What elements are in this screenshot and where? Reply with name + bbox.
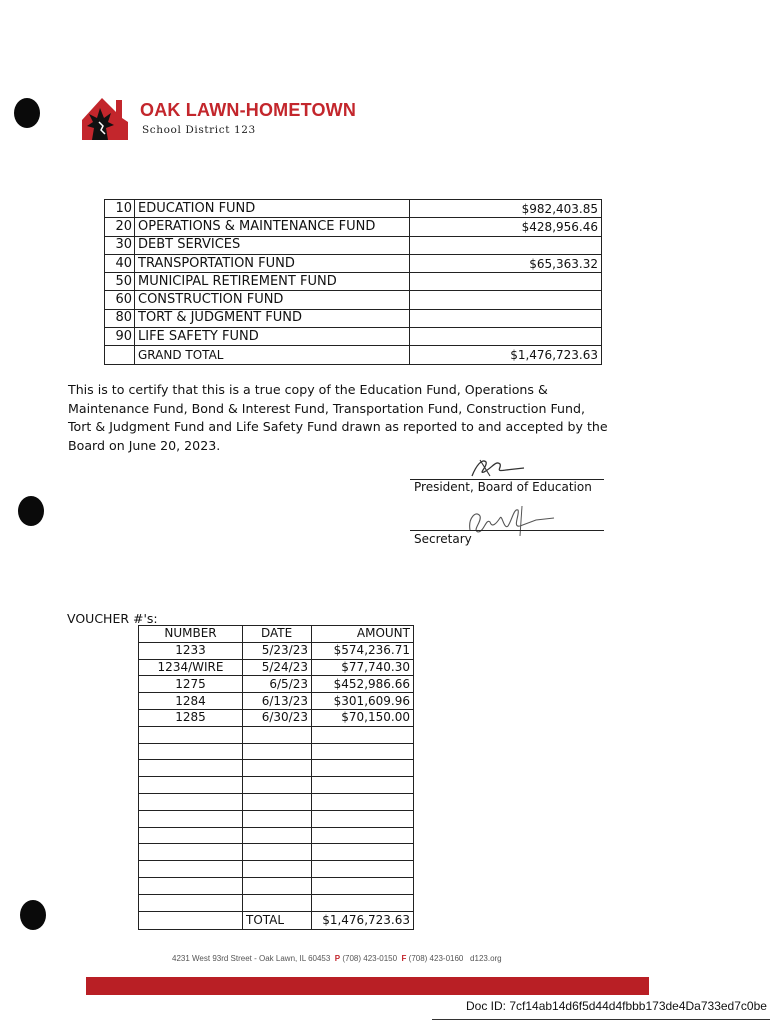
fund-row [105,254,602,272]
voucher-number: 1233 [139,642,243,659]
voucher-blank-row [139,894,414,911]
blank-cell [243,810,312,827]
fund-total-row [105,346,602,364]
blank-cell [139,844,243,861]
district-logo-icon [80,96,130,142]
voucher-date-header: DATE [243,626,312,643]
blank-cell [312,743,414,760]
fund-name: EDUCATION FUND [135,200,410,218]
voucher-row [139,676,414,693]
blank-cell [243,726,312,743]
blank-cell [312,810,414,827]
certification-text: This is to certify that this is a true copy of the Education Fund, Operations & Maintenance Fund, Bond & Interest Fund, Transportation Fund, Construction Fund, Tort & Judgment Fund and Life Safety Fund drawn as reported to and accepted by the Board on June 20, 2023. [68,382,608,453]
blank-cell [243,844,312,861]
blank-cell [243,793,312,810]
blank-cell [139,861,243,878]
fund-row [105,218,602,236]
fund-name: MUNICIPAL RETIREMENT FUND [135,273,410,291]
fund-code: 50 [105,273,135,291]
fund-code: 10 [105,200,135,218]
voucher-blank-row [139,760,414,777]
blank-cell [312,861,414,878]
voucher-total-row [139,911,414,929]
fund-table [104,199,602,365]
blank-cell [139,793,243,810]
voucher-blank-row [139,877,414,894]
voucher-blank-row [139,810,414,827]
voucher-blank-row [139,861,414,878]
voucher-table [138,625,414,930]
voucher-blank-row [139,726,414,743]
blank-cell [243,861,312,878]
blank-cell [139,777,243,794]
fund-code: 20 [105,218,135,236]
fund-row [105,291,602,309]
blank-cell [243,743,312,760]
blank-cell [139,827,243,844]
blank-cell [312,793,414,810]
punch-hole-top [14,98,40,128]
fund-row [105,328,602,346]
fund-amount: $428,956.46 [410,218,602,236]
voucher-amount: $70,150.00 [312,709,414,726]
voucher-number: 1284 [139,693,243,710]
fund-row [105,309,602,327]
voucher-total-amount: $1,476,723.63 [312,911,414,929]
blank-cell [139,894,243,911]
grand-total-amount: $1,476,723.63 [410,346,602,364]
blank-cell [139,877,243,894]
voucher-number-header: NUMBER [139,626,243,643]
voucher-blank-row [139,827,414,844]
voucher-row [139,659,414,676]
president-signature-icon [466,452,530,480]
fund-code: 60 [105,291,135,309]
voucher-date: 6/13/23 [243,693,312,710]
voucher-row [139,693,414,710]
voucher-amount: $77,740.30 [312,659,414,676]
district-name: OAK LAWN-HOMETOWN [140,100,357,120]
fund-row [105,236,602,254]
fund-name: DEBT SERVICES [135,236,410,254]
fax-number: (708) 423-0160 [408,954,464,963]
district-subtitle: School District 123 [142,124,256,136]
voucher-header-row [139,626,414,643]
fund-row [105,273,602,291]
blank-cell [312,827,414,844]
blank-cell [243,827,312,844]
footer-red-bar [86,977,649,995]
fund-amount: $982,403.85 [410,200,602,218]
secretary-signature-line [410,530,604,531]
blank-cell [312,726,414,743]
voucher-number: 1234/WIRE [139,659,243,676]
punch-hole-middle [18,496,44,526]
voucher-row [139,709,414,726]
voucher-blank-row [139,793,414,810]
blank-cell [312,894,414,911]
voucher-row [139,642,414,659]
fund-amount [410,273,602,291]
president-label: President, Board of Education [414,480,592,494]
blank-cell [243,760,312,777]
blank-cell [243,894,312,911]
voucher-date: 6/5/23 [243,676,312,693]
address-text: 4231 West 93rd Street - Oak Lawn, IL 60453 [172,954,331,963]
voucher-amount: $574,236.71 [312,642,414,659]
voucher-heading: VOUCHER #'s: [67,611,158,626]
fund-amount [410,291,602,309]
secretary-signature-icon [462,500,558,540]
fund-amount [410,328,602,346]
voucher-blank-row [139,743,414,760]
voucher-number: 1285 [139,709,243,726]
voucher-blank-row [139,777,414,794]
voucher-date: 5/24/23 [243,659,312,676]
voucher-amount: $452,986.66 [312,676,414,693]
blank-cell [312,844,414,861]
phone-prefix: P [334,954,341,963]
punch-hole-bottom [20,900,46,930]
phone-number: (708) 423-0150 [342,954,398,963]
footer-address [172,954,502,963]
blank-cell [243,777,312,794]
blank-cell [139,810,243,827]
voucher-amount: $301,609.96 [312,693,414,710]
fax-prefix: F [401,954,407,963]
voucher-number: 1275 [139,676,243,693]
blank-cell [139,743,243,760]
blank-cell [139,726,243,743]
voucher-date: 6/30/23 [243,709,312,726]
voucher-date: 5/23/23 [243,642,312,659]
voucher-blank-row [139,844,414,861]
fund-row [105,200,602,218]
voucher-amount-header: AMOUNT [312,626,414,643]
blank-cell [243,877,312,894]
voucher-total-label: TOTAL [243,911,312,929]
fund-name: TORT & JUDGMENT FUND [135,309,410,327]
fund-name: OPERATIONS & MAINTENANCE FUND [135,218,410,236]
fund-amount [410,309,602,327]
blank-cell [312,760,414,777]
fund-name: TRANSPORTATION FUND [135,254,410,272]
fund-code: 40 [105,254,135,272]
website-link[interactable]: d123.org [470,954,502,963]
fund-amount: $65,363.32 [410,254,602,272]
fund-code: 80 [105,309,135,327]
blank-cell [312,877,414,894]
blank-cell [139,911,243,929]
fund-amount [410,236,602,254]
grand-total-label: GRAND TOTAL [135,346,410,364]
fund-name: CONSTRUCTION FUND [135,291,410,309]
secretary-label: Secretary [414,532,472,546]
fund-code: 90 [105,328,135,346]
fund-code-empty [105,346,135,364]
blank-cell [312,777,414,794]
fund-name: LIFE SAFETY FUND [135,328,410,346]
fund-code: 30 [105,236,135,254]
bottom-rule [432,1019,770,1020]
blank-cell [139,760,243,777]
document-id: Doc ID: 7cf14ab14d6f5d44d4fbbb173de4Da733ed7c0be [466,999,767,1013]
